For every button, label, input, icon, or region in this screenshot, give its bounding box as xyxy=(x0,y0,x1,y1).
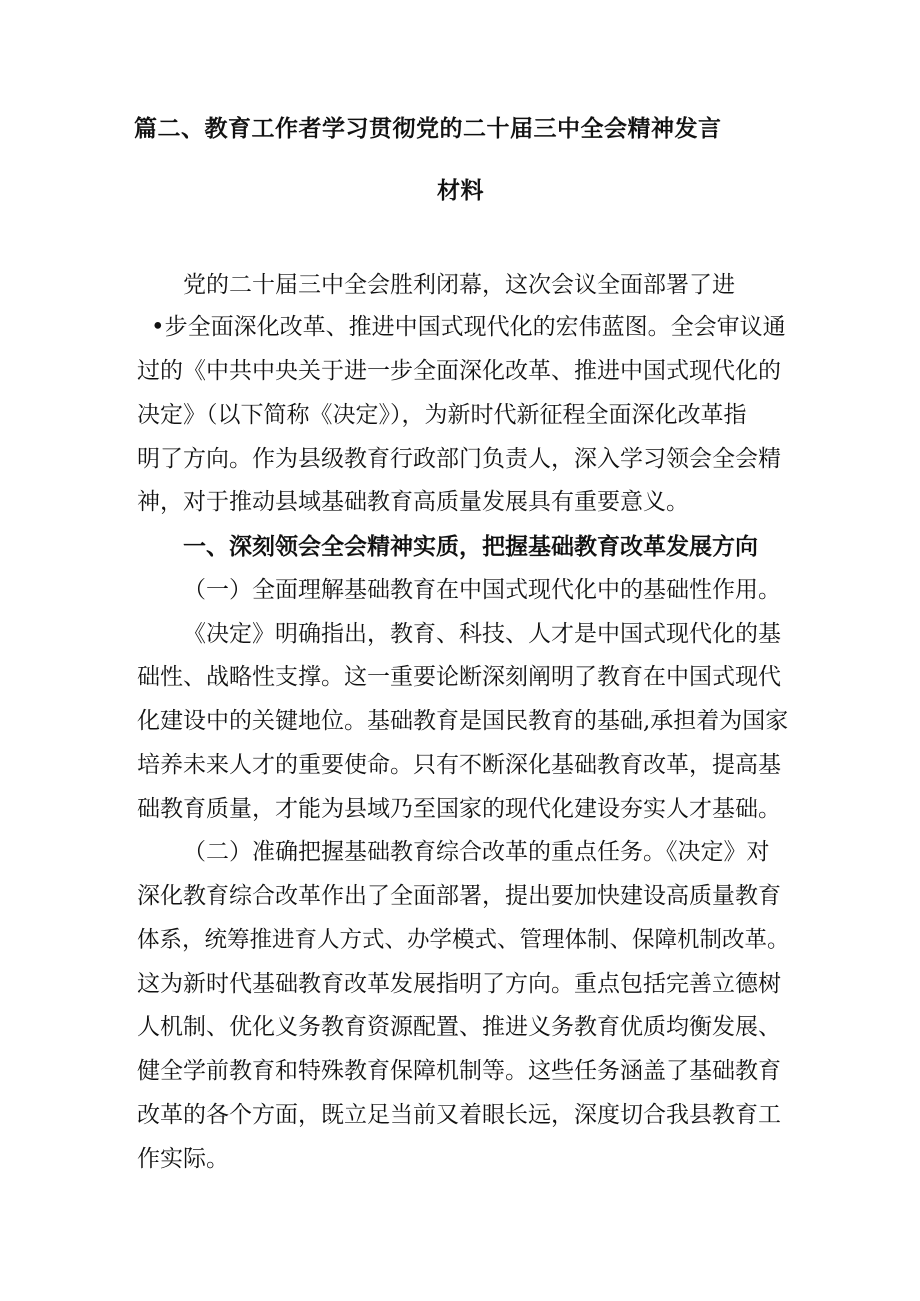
body-line: •步全面深化改革、推进中国式现代化的宏伟蓝图。全会审议通 xyxy=(151,314,786,340)
body-line: 明了方向。作为县级教育行政部门负责人，深入学习领会全会精 xyxy=(137,446,781,472)
document-title-line-2: 材料 xyxy=(437,177,484,204)
subsection-line: （一）全面理解基础教育在中国式现代化中的基础性作用。 xyxy=(183,577,781,603)
body-line: 体系，统筹推进育人方式、办学模式、管理体制、保障机制改革。 xyxy=(137,927,790,953)
body-line: 培养未来人才的重要使命。只有不断深化基础教育改革，提高基 xyxy=(137,752,781,778)
body-line: 化建设中的关键地位。基础教育是国民教育的基础,承担着为国家 xyxy=(137,708,789,734)
body-line: 决定》（以下简称《决定》），为新时代新征程全面深化改革指 xyxy=(137,402,747,428)
subsection-line: （二）准确把握基础教育综合改革的重点任务。《决定》对 xyxy=(183,839,770,865)
body-line: 过的《中共中央关于进一步全面深化改革、推进中国式现代化的 xyxy=(137,358,781,384)
body-line: 人机制、优化义务教育资源配置、推进义务教育优质均衡发展、 xyxy=(137,1014,781,1040)
body-line: 《决定》明确指出，教育、科技、人才是中国式现代化的基 xyxy=(183,621,781,647)
body-line: 党的二十届三中全会胜利闭幕，这次会议全面部署了进 xyxy=(183,272,735,298)
body-line: 神，对于推动县域基础教育高质量发展具有重要意义。 xyxy=(137,489,689,515)
body-line: 改革的各个方面，既立足当前又着眼长远，深度切合我县教育工 xyxy=(137,1102,781,1128)
body-line: 深化教育综合改革作出了全面部署，提出要加快建设高质量教育 xyxy=(137,883,781,909)
body-line: 这为新时代基础教育改革发展指明了方向。重点包括完善立德树 xyxy=(137,971,781,997)
document-title-line-1: 篇二、教育工作者学习贯彻党的二十届三中全会精神发言 xyxy=(134,115,722,142)
body-line: 础性、战略性支撑。这一重要论断深刻阐明了教育在中国式现代 xyxy=(137,664,781,690)
body-line: 础教育质量，才能为县域乃至国家的现代化建设夯实人才基础。 xyxy=(137,796,781,822)
body-line: 作实际。 xyxy=(137,1146,229,1172)
section-heading: 一、深刻领会全会精神实质，把握基础教育改革发展方向 xyxy=(183,533,758,560)
body-line: 健全学前教育和特殊教育保障机制等。这些任务涵盖了基础教育 xyxy=(137,1058,781,1084)
